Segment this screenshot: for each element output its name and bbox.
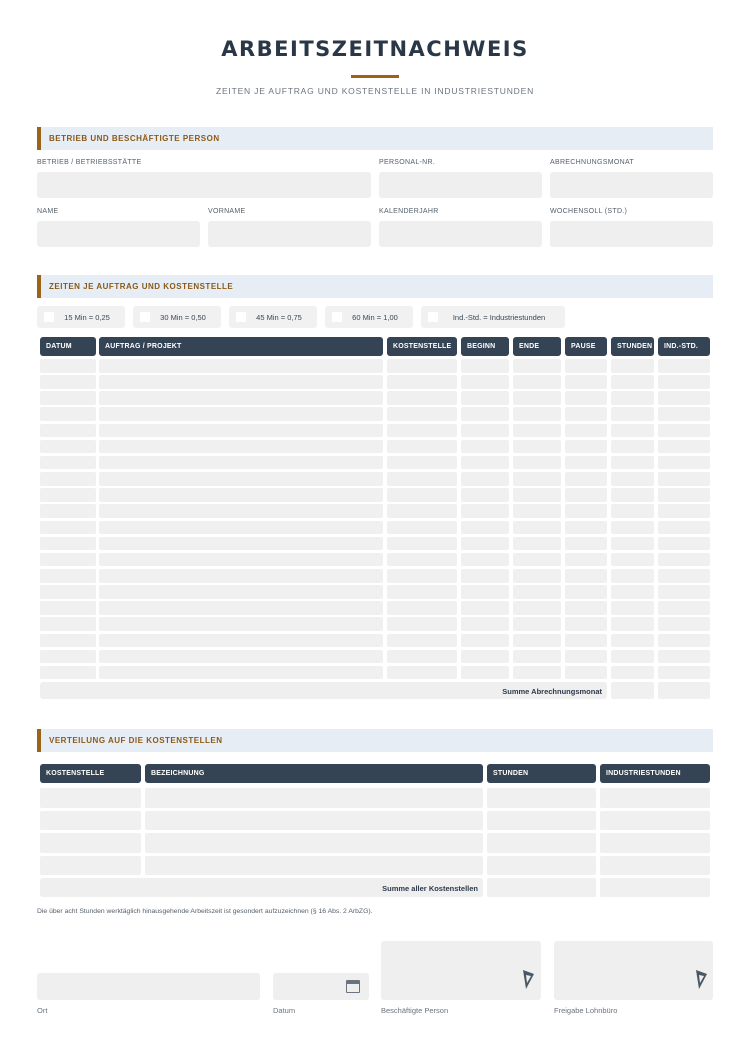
abrechnungsmonat-field[interactable] — [550, 172, 713, 198]
signature-freigabe-field[interactable] — [554, 941, 713, 1000]
table-cell[interactable] — [40, 537, 96, 551]
table-cell[interactable] — [145, 788, 483, 808]
table-cell[interactable] — [461, 391, 509, 405]
column-header: ENDE — [513, 337, 561, 356]
table-cell[interactable] — [513, 440, 561, 454]
column-header: BEGINN — [461, 337, 509, 356]
table-cell[interactable] — [513, 504, 561, 518]
footnote: Die über acht Stunden werktäglich hinausgehende Arbeitszeit ist gesondert aufzuzeichnen (§ 16 Abs. 2 ArbZG). — [37, 908, 373, 915]
table-cell[interactable] — [40, 375, 96, 389]
legend-item: Ind.-Std. = Industriestunden — [421, 306, 565, 328]
signature-pen-icon — [694, 969, 708, 991]
table-cell[interactable] — [40, 666, 96, 680]
table-cell[interactable] — [611, 407, 654, 421]
table-cell[interactable] — [565, 504, 607, 518]
table-cell[interactable] — [565, 407, 607, 421]
page-subtitle: ZEITEN JE AUFTRAG UND KOSTENSTELLE IN INDUSTRIESTUNDEN — [215, 86, 535, 96]
table-cell[interactable] — [40, 788, 141, 808]
table-cell[interactable] — [461, 359, 509, 373]
table-cell[interactable] — [487, 788, 596, 808]
table-cell[interactable] — [40, 521, 96, 535]
table-cell[interactable] — [658, 472, 710, 486]
table-cell[interactable] — [40, 391, 96, 405]
table-cell[interactable] — [600, 811, 710, 831]
table-cell[interactable] — [40, 553, 96, 567]
table-cell[interactable] — [99, 488, 383, 502]
table-cell[interactable] — [461, 569, 509, 583]
label-freigabe: Freigabe Lohnbüro — [554, 1006, 618, 1015]
table-cell[interactable] — [611, 424, 654, 438]
table-cell[interactable] — [99, 650, 383, 664]
table-cell[interactable] — [565, 472, 607, 486]
table-cell[interactable] — [513, 650, 561, 664]
table-cell[interactable] — [461, 375, 509, 389]
table-cell[interactable] — [387, 521, 457, 535]
label-wochensoll: WOCHENSOLL (STD.) — [550, 208, 628, 215]
wochensoll-field[interactable] — [550, 221, 713, 247]
table-cell[interactable] — [99, 521, 383, 535]
table-cell[interactable] — [99, 601, 383, 615]
table-cell[interactable] — [387, 650, 457, 664]
table-cell[interactable] — [658, 553, 710, 567]
table-cell[interactable] — [40, 650, 96, 664]
table-cell[interactable] — [99, 634, 383, 648]
table-cell[interactable] — [145, 811, 483, 831]
table-cell[interactable] — [387, 456, 457, 470]
betrieb-field[interactable] — [37, 172, 371, 198]
section-heading-label: VERTEILUNG AUF DIE KOSTENSTELLEN — [49, 736, 223, 745]
table-cell[interactable] — [658, 634, 710, 648]
column-header: PAUSE — [565, 337, 607, 356]
table-cell[interactable] — [565, 440, 607, 454]
table-cell[interactable] — [658, 521, 710, 535]
table-cell[interactable] — [611, 488, 654, 502]
table-cell[interactable] — [99, 391, 383, 405]
table-cell[interactable] — [487, 856, 596, 876]
table-cell[interactable] — [40, 440, 96, 454]
table-cell[interactable] — [99, 424, 383, 438]
table-cell[interactable] — [40, 585, 96, 599]
table-cell[interactable] — [611, 391, 654, 405]
table-cell[interactable] — [565, 601, 607, 615]
label-beschaeftigte: Beschäftigte Person — [381, 1006, 449, 1015]
table-cell[interactable] — [40, 424, 96, 438]
table-cell[interactable] — [658, 650, 710, 664]
table-cell[interactable] — [658, 537, 710, 551]
label-ort: Ort — [37, 1006, 48, 1015]
table-cell[interactable] — [565, 650, 607, 664]
table-cell[interactable] — [658, 375, 710, 389]
section-heading-verteilung — [37, 729, 713, 752]
table-cell[interactable] — [513, 569, 561, 583]
table-cell[interactable] — [99, 666, 383, 680]
table-cell[interactable] — [99, 585, 383, 599]
label-abrechnungsmonat: ABRECHNUNGSMONAT — [550, 159, 635, 166]
table-cell[interactable] — [611, 359, 654, 373]
table-cell[interactable] — [658, 601, 710, 615]
legend-item: 30 Min = 0,50 — [133, 306, 221, 328]
table-cell[interactable] — [658, 456, 710, 470]
table-cell[interactable] — [99, 617, 383, 631]
legend-item: 45 Min = 0,75 — [229, 306, 317, 328]
table-cell[interactable] — [99, 407, 383, 421]
table-cell[interactable] — [658, 391, 710, 405]
table-cell[interactable] — [513, 585, 561, 599]
vorname-field[interactable] — [208, 221, 371, 247]
table-cell[interactable] — [99, 569, 383, 583]
label-vorname: VORNAME — [208, 208, 246, 215]
table-cell[interactable] — [611, 650, 654, 664]
table-cell[interactable] — [99, 537, 383, 551]
table-cell[interactable] — [513, 666, 561, 680]
table-cell[interactable] — [611, 375, 654, 389]
table-cell[interactable] — [461, 472, 509, 486]
table-cell[interactable] — [565, 488, 607, 502]
table-cell[interactable] — [40, 569, 96, 583]
table-cell[interactable] — [387, 617, 457, 631]
table-cell[interactable] — [565, 617, 607, 631]
table-cell[interactable] — [461, 504, 509, 518]
column-header: DATUM — [40, 337, 96, 356]
table-cell[interactable] — [565, 634, 607, 648]
label-personal-nr: PERSONAL-NR. — [379, 159, 436, 166]
table-cell[interactable] — [658, 585, 710, 599]
table-cell[interactable] — [387, 585, 457, 599]
table-cell[interactable] — [658, 488, 710, 502]
table-cell[interactable] — [387, 537, 457, 551]
label-betrieb: BETRIEB / BETRIEBSSTÄTTE — [37, 159, 142, 166]
table-cell[interactable] — [40, 811, 141, 831]
table-cell[interactable] — [461, 440, 509, 454]
section-heading-person — [37, 127, 713, 150]
ort-field[interactable] — [37, 973, 260, 1000]
title-divider — [351, 75, 399, 78]
table-cell[interactable] — [99, 359, 383, 373]
table-cell[interactable] — [461, 456, 509, 470]
table-cell[interactable] — [611, 569, 654, 583]
table-cell[interactable] — [565, 585, 607, 599]
column-header: KOSTENSTELLE — [387, 337, 457, 356]
table-cell[interactable] — [513, 553, 561, 567]
table-cell[interactable] — [461, 424, 509, 438]
table-cell[interactable] — [513, 472, 561, 486]
table-cell[interactable] — [99, 375, 383, 389]
table-cell[interactable] — [565, 553, 607, 567]
personal-nr-field[interactable] — [379, 172, 542, 198]
table-cell[interactable] — [40, 456, 96, 470]
column-header: IND.-STD. — [658, 337, 710, 356]
table-cell[interactable] — [513, 521, 561, 535]
legend-item: 15 Min = 0,25 — [37, 306, 125, 328]
table-cell[interactable] — [513, 617, 561, 631]
kalenderjahr-field[interactable] — [379, 221, 542, 247]
table-cell[interactable] — [600, 788, 710, 808]
table-cell[interactable] — [461, 601, 509, 615]
table-cell[interactable] — [487, 811, 596, 831]
table-cell[interactable] — [658, 504, 710, 518]
table-cell[interactable] — [461, 407, 509, 421]
table-cell[interactable] — [40, 601, 96, 615]
table-cell[interactable] — [387, 472, 457, 486]
table-cell[interactable] — [40, 833, 141, 853]
table-cell[interactable] — [565, 521, 607, 535]
column-header: STUNDEN — [611, 337, 654, 356]
table-cell[interactable] — [387, 504, 457, 518]
label-kalenderjahr: KALENDERJAHR — [379, 208, 439, 215]
column-header: AUFTRAG / PROJEKT — [99, 337, 383, 356]
table-cell[interactable] — [611, 553, 654, 567]
table-cell[interactable] — [99, 553, 383, 567]
table-cell[interactable] — [145, 856, 483, 876]
table-cell[interactable] — [387, 488, 457, 502]
table-cell[interactable] — [513, 359, 561, 373]
table-cell[interactable] — [513, 537, 561, 551]
sum-industriestunden-field[interactable] — [600, 878, 710, 897]
table-cell[interactable] — [387, 391, 457, 405]
table-cell[interactable] — [611, 440, 654, 454]
table-cell[interactable] — [145, 833, 483, 853]
table-cell[interactable] — [387, 601, 457, 615]
table-cell[interactable] — [461, 650, 509, 664]
table-cell[interactable] — [461, 634, 509, 648]
table-cell[interactable] — [565, 537, 607, 551]
table-cell[interactable] — [487, 833, 596, 853]
table-cell[interactable] — [513, 424, 561, 438]
table-cell[interactable] — [565, 424, 607, 438]
section-heading-label: ZEITEN JE AUFTRAG UND KOSTENSTELLE — [49, 282, 234, 291]
table-cell[interactable] — [513, 391, 561, 405]
table-cell[interactable] — [40, 472, 96, 486]
table-cell[interactable] — [658, 666, 710, 680]
table-cell[interactable] — [565, 666, 607, 680]
table-cell[interactable] — [611, 472, 654, 486]
sum-stunden-field[interactable] — [611, 682, 654, 699]
column-header: BEZEICHNUNG — [145, 764, 483, 783]
table-cell[interactable] — [40, 359, 96, 373]
table-cell[interactable] — [40, 488, 96, 502]
sum-stunden-field[interactable] — [487, 878, 596, 897]
label-name: NAME — [37, 208, 59, 215]
table-cell[interactable] — [658, 569, 710, 583]
table-cell[interactable] — [611, 617, 654, 631]
sum-ind-std-field[interactable] — [658, 682, 710, 699]
table-cell[interactable] — [461, 666, 509, 680]
table-cell[interactable] — [387, 553, 457, 567]
table-cell[interactable] — [461, 585, 509, 599]
legend-item: 60 Min = 1,00 — [325, 306, 413, 328]
table-cell[interactable] — [513, 601, 561, 615]
table-cell[interactable] — [40, 407, 96, 421]
table-cell[interactable] — [461, 617, 509, 631]
table-cell[interactable] — [99, 456, 383, 470]
table-cell[interactable] — [387, 407, 457, 421]
table-cell[interactable] — [387, 375, 457, 389]
calendar-icon[interactable] — [346, 980, 360, 993]
table-cell[interactable] — [565, 375, 607, 389]
table-cell[interactable] — [611, 537, 654, 551]
signature-pen-icon — [521, 969, 535, 991]
table-cell[interactable] — [611, 504, 654, 518]
page-title: ARBEITSZEITNACHWEIS — [221, 37, 529, 61]
table-cell[interactable] — [513, 375, 561, 389]
table-cell[interactable] — [461, 537, 509, 551]
table-cell[interactable] — [565, 359, 607, 373]
signature-beschaeftigte-field[interactable] — [381, 941, 541, 1000]
table-cell[interactable] — [658, 440, 710, 454]
table-cell[interactable] — [387, 569, 457, 583]
section-heading-label: BETRIEB UND BESCHÄFTIGTE PERSON — [49, 134, 220, 143]
column-header: KOSTENSTELLE — [40, 764, 141, 783]
name-field[interactable] — [37, 221, 200, 247]
table-cell[interactable] — [611, 601, 654, 615]
table-cell[interactable] — [611, 585, 654, 599]
table-cell[interactable] — [387, 666, 457, 680]
table-cell[interactable] — [387, 424, 457, 438]
table-cell[interactable] — [611, 521, 654, 535]
table-cell[interactable] — [611, 666, 654, 680]
table-cell[interactable] — [611, 634, 654, 648]
label-datum: Datum — [273, 1006, 296, 1015]
table-cell[interactable] — [99, 472, 383, 486]
table-cell[interactable] — [387, 359, 457, 373]
table-cell[interactable] — [40, 634, 96, 648]
table-cell[interactable] — [387, 634, 457, 648]
table-cell[interactable] — [565, 569, 607, 583]
table-cell[interactable] — [513, 488, 561, 502]
sum-label: Summe aller Kostenstellen — [382, 884, 478, 893]
table-cell[interactable] — [40, 617, 96, 631]
table-cell[interactable] — [513, 407, 561, 421]
table-cell[interactable] — [565, 391, 607, 405]
column-header: INDUSTRIESTUNDEN — [600, 764, 710, 783]
table-cell[interactable] — [99, 504, 383, 518]
table-cell[interactable] — [658, 424, 710, 438]
table-cell[interactable] — [513, 456, 561, 470]
table-cell[interactable] — [461, 488, 509, 502]
column-header: STUNDEN — [487, 764, 596, 783]
table-cell[interactable] — [513, 634, 561, 648]
table-cell[interactable] — [611, 456, 654, 470]
table-cell[interactable] — [461, 553, 509, 567]
table-cell[interactable] — [600, 833, 710, 853]
table-cell[interactable] — [600, 856, 710, 876]
table-cell[interactable] — [658, 617, 710, 631]
table-cell[interactable] — [461, 521, 509, 535]
section-heading-zeiten — [37, 275, 713, 298]
table-cell[interactable] — [99, 440, 383, 454]
table-cell[interactable] — [658, 359, 710, 373]
table-cell[interactable] — [658, 407, 710, 421]
table-cell[interactable] — [387, 440, 457, 454]
table-cell[interactable] — [40, 856, 141, 876]
sum-label: Summe Abrechnungsmonat — [502, 687, 602, 696]
table-cell[interactable] — [565, 456, 607, 470]
table-cell[interactable] — [40, 504, 96, 518]
